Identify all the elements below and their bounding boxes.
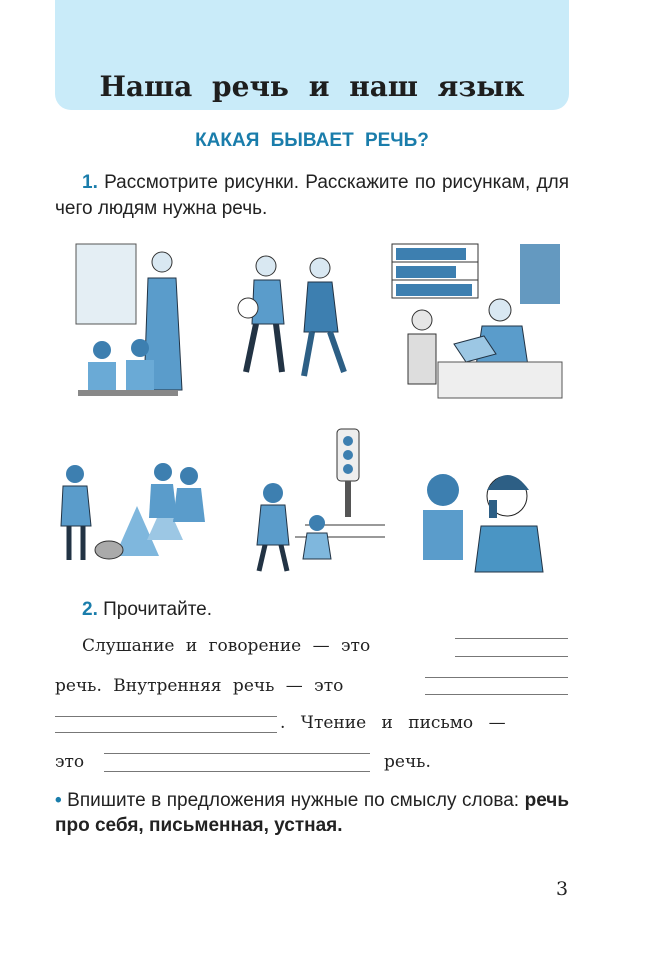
exercise-text: Рассмотрите рисунки. Расскажите по рисункам, для чего людям нужна речь.	[55, 172, 569, 219]
section-subtitle: КАКАЯ БЫВАЕТ РЕЧЬ?	[195, 130, 429, 151]
bullet-icon: •	[55, 790, 62, 811]
illustration-phone-call	[415, 460, 547, 576]
answer-line[interactable]	[425, 694, 568, 695]
answer-line[interactable]	[455, 656, 568, 657]
exercise-instruction: Прочитайте.	[103, 599, 213, 620]
answer-line[interactable]	[55, 716, 277, 717]
sentence-line-2: речь. Внутренняя речь — это	[55, 676, 344, 696]
illustration-children-forest	[55, 460, 217, 568]
task-instruction	[55, 788, 569, 838]
illustration-library	[388, 240, 566, 402]
exercise-number: 2.	[82, 599, 98, 620]
sentence-line-4-start: это	[55, 752, 85, 772]
illustration-traffic-light	[245, 425, 387, 575]
sentence-line-1: Слушание и говорение — это	[82, 636, 371, 656]
answer-line[interactable]	[425, 677, 568, 678]
exercise-2-header	[82, 597, 212, 623]
sentence-line-3: . Чтение и письмо —	[280, 713, 506, 733]
task-words: речь про себя, письменная, устная.	[55, 790, 570, 836]
illustration-teacher-classroom	[72, 240, 196, 412]
page-title: Наша речь и наш язык	[99, 70, 525, 103]
answer-line[interactable]	[55, 732, 277, 733]
exercise-number: 1.	[82, 172, 98, 193]
page-number: 3	[556, 878, 569, 900]
exercise-1	[55, 170, 569, 222]
header-banner	[55, 0, 569, 110]
sentence-line-4-end: речь.	[384, 752, 431, 772]
illustration-boys-talking	[232, 252, 356, 382]
answer-line[interactable]	[104, 753, 370, 754]
task-text: Впишите в предложения нужные по смыслу слова:	[67, 790, 520, 811]
answer-line[interactable]	[455, 638, 568, 639]
answer-line[interactable]	[104, 771, 370, 772]
